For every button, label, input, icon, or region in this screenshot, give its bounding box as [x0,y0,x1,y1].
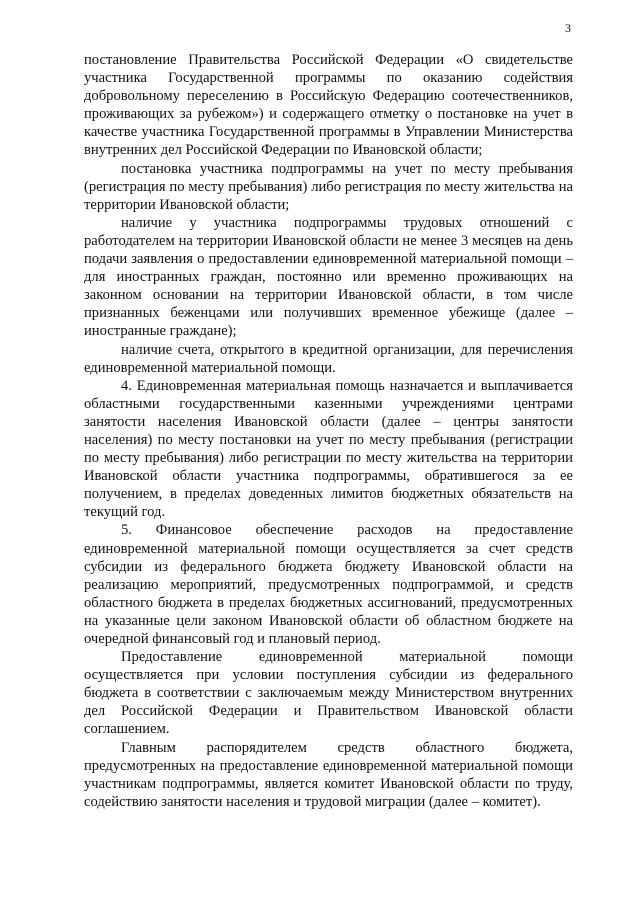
paragraph-6: 5. Финансовое обеспечение расходов на предоставление единовременной материальной помощи осуществляется за счет средств субсидии из федерального бюджета бюджету Ивановской области на реализацию мероприятий, предусмотренных подпрограммой, и средств областного бюджета в пределах бюджетных ассигнований, предусмотренных на указанные цели законом Ивановской области об областном бюджете на очередной финансовый год и плановый период. [84,522,573,647]
paragraph-7: Предоставление единовременной материальной помощи осуществляется при условии поступления субсидии из федерального бюджета в соответствии с заключаемым между Министерством внутренних дел Российской Федерации и Правительством Ивановской области соглашением. [84,649,573,738]
paragraph-8: Главным распорядителем средств областного бюджета, предусмотренных на предоставление единовременной материальной помощи участникам подпрограммы, является комитет Ивановской области по труду, содействию занятости населения и трудовой миграции (далее – комитет). [84,739,573,810]
page-number: 3 [565,21,571,35]
paragraph-1: постановление Правительства Российской Федерации «О свидетельстве участника Государственной программы по оказанию содействия добровольному переселению в Российскую Федерацию соотечественников, проживающих за рубежом») и содержащего отметку о постановке на учет в качестве участника Государственной программы в Управлении Министерства внутренних дел Российской Федерации по Ивановской области; [84,52,573,159]
paragraph-2: постановка участника подпрограммы на учет по месту пребывания (регистрация по месту пребывания) либо регистрация по месту жительства на территории Ивановской области; [84,160,573,213]
paragraph-5: 4. Единовременная материальная помощь назначается и выплачивается областными государственными казенными учреждениями центрами занятости населения Ивановской области (далее – центры занятости населения) по месту постановки на учет по месту пребывания (регистрации по месту пребывания) либо регистрации по месту жительства на территории Ивановской области участника подпрограммы, обратившегося за ее получением, в пределах доведенных лимитов бюджетных обязательств на текущий год. [84,377,573,521]
paragraph-3: наличие у участника подпрограммы трудовых отношений с работодателем на территории Ивановской области не менее 3 месяцев на день подачи заявления о предоставлении единовременной материальной помощи – для иностранных граждан, постоянно или временно проживающих на законном основании на территории Ивановской области, в том числе признанных беженцами или получивших временное убежище (далее – иностранные граждане); [84,214,573,340]
document-body [84,51,573,811]
paragraph-4: наличие счета, открытого в кредитной организации, для перечисления единовременной материальной помощи. [84,341,573,376]
